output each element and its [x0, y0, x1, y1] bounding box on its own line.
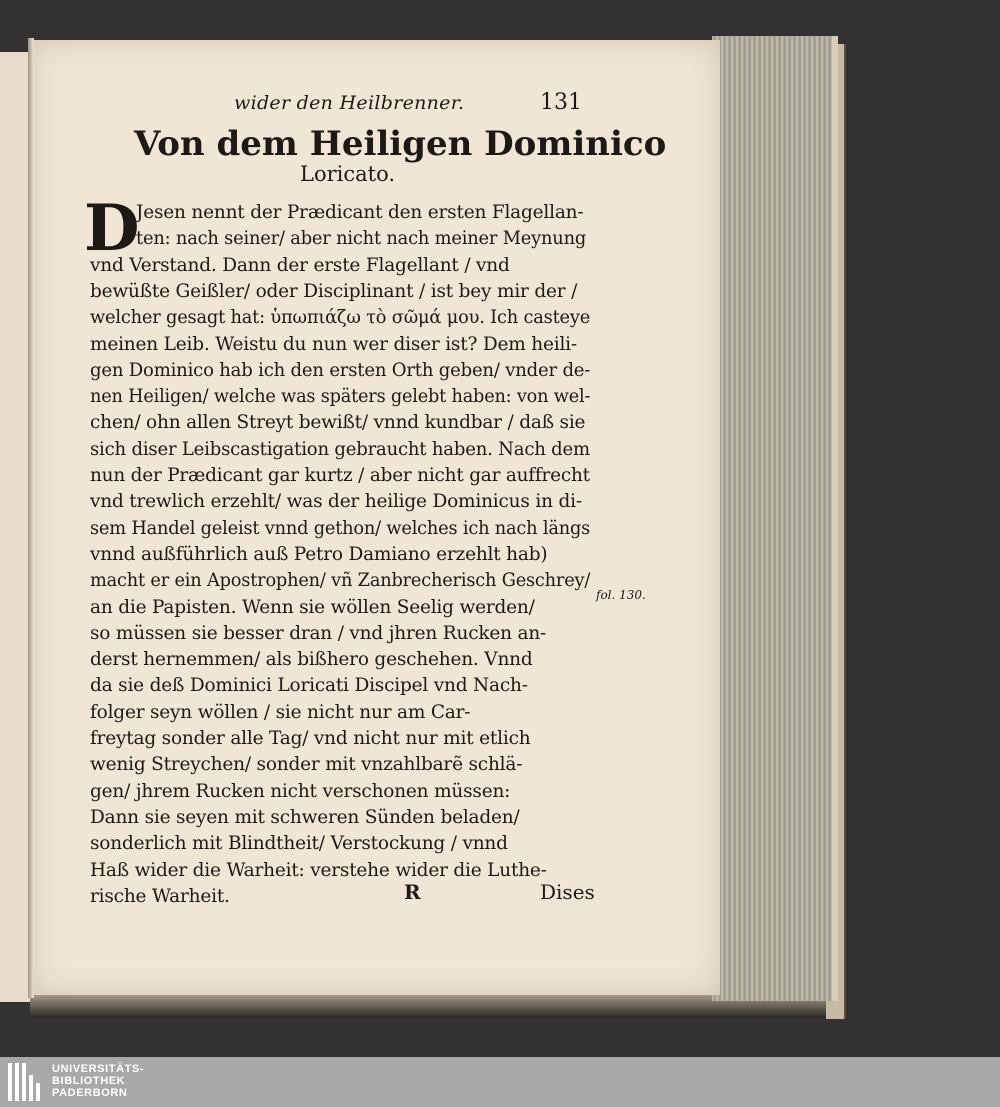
text-line: meinen Leib. Weistu du nun wer diser ist? Dem heili- — [90, 333, 577, 355]
text-line: gen Dominico hab ich den ersten Orth geben/ vnder de- — [90, 359, 591, 381]
text-line: welcher gesagt hat: ὑπωπιάζω τὸ σῶμά μου. Ich casteye — [90, 307, 591, 329]
text-line: macht er ein Apostrophen/ vñ Zanbrecherisch Geschrey/ — [90, 570, 591, 592]
text-line: wenig Streychen/ sonder mit vnzahlbarẽ schlä- — [90, 754, 523, 776]
signature-mark: R — [404, 880, 421, 904]
section-title: Von dem Heiligen Dominico — [134, 124, 667, 164]
running-head: wider den Heilbrenner. — [234, 92, 465, 114]
page-block-edges — [712, 36, 838, 1001]
gutter-shadow — [28, 38, 34, 998]
drop-initial: D — [84, 191, 140, 266]
text-line: nen Heiligen/ welche was späters gelebt haben: von wel- — [90, 386, 591, 408]
text-line: sonderlich mit Blindtheit/ Verstockung / vnnd — [90, 833, 508, 855]
text-line: freytag sonder alle Tag/ vnd nicht nur mit etlich — [90, 728, 531, 749]
text-line: Dann sie seyen mit schweren Sünden beladen/ — [90, 806, 520, 828]
page-number: 131 — [540, 90, 582, 115]
section-title-line2: Loricato. — [300, 162, 396, 186]
text-line: Jesen nennt der Prædicant den ersten Flagellan- — [136, 202, 584, 223]
text-line: nun der Prædicant gar kurtz / aber nicht gar auffrecht — [90, 465, 590, 486]
text-line: vnd Verstand. Dann der erste Flagellant / vnd — [90, 254, 510, 276]
catchword: Dises — [540, 880, 595, 904]
text-line: folger seyn wöllen / sie nicht nur am Car- — [90, 701, 471, 723]
text-line: gen/ jhrem Rucken nicht verschonen müssen: — [90, 780, 511, 802]
text-line: chen/ ohn allen Streyt bewißt/ vnnd kundbar / daß sie — [90, 412, 586, 434]
text-line: an die Papisten. Wenn sie wöllen Seelig werden/ — [90, 596, 535, 618]
text-line: Haß wider die Warheit: verstehe wider die Luthe- — [90, 859, 547, 881]
text-line: derst hernemmen/ als bißhero geschehen. Vnnd — [90, 649, 533, 671]
text-line: bewüßte Geißler/ oder Disciplinant / ist bey mir der / — [90, 280, 578, 302]
footer-bar — [0, 1057, 1000, 1107]
text-line: sich diser Leibscastigation gebraucht haben. Nach dem — [90, 438, 590, 460]
logo-text-line1: UNIVERSITÄTS- — [52, 1063, 145, 1075]
margin-note: fol. 130. — [596, 588, 646, 602]
library-logo-icon — [8, 1063, 46, 1101]
text-line: da sie deß Dominici Loricati Discipel vnd Nach- — [90, 675, 528, 697]
text-line: sem Handel geleist vnnd gethon/ welches ich nach längs — [90, 517, 591, 539]
text-line: so müssen sie besser dran / vnd jhren Rucken an- — [90, 622, 547, 644]
text-line: rische Warheit. — [90, 885, 230, 907]
logo-text-line2: BIBLIOTHEK — [52, 1075, 126, 1087]
logo-text-line3: PADERBORN — [52, 1087, 128, 1099]
text-line: ten: nach seiner/ aber nicht nach meiner Meynung — [136, 228, 587, 250]
text-line: vnd trewlich erzehlt/ was der heilige Dominicus in di- — [90, 491, 582, 513]
text-line: vnnd außführlich auß Petro Damiano erzehlt hab) — [90, 543, 548, 565]
